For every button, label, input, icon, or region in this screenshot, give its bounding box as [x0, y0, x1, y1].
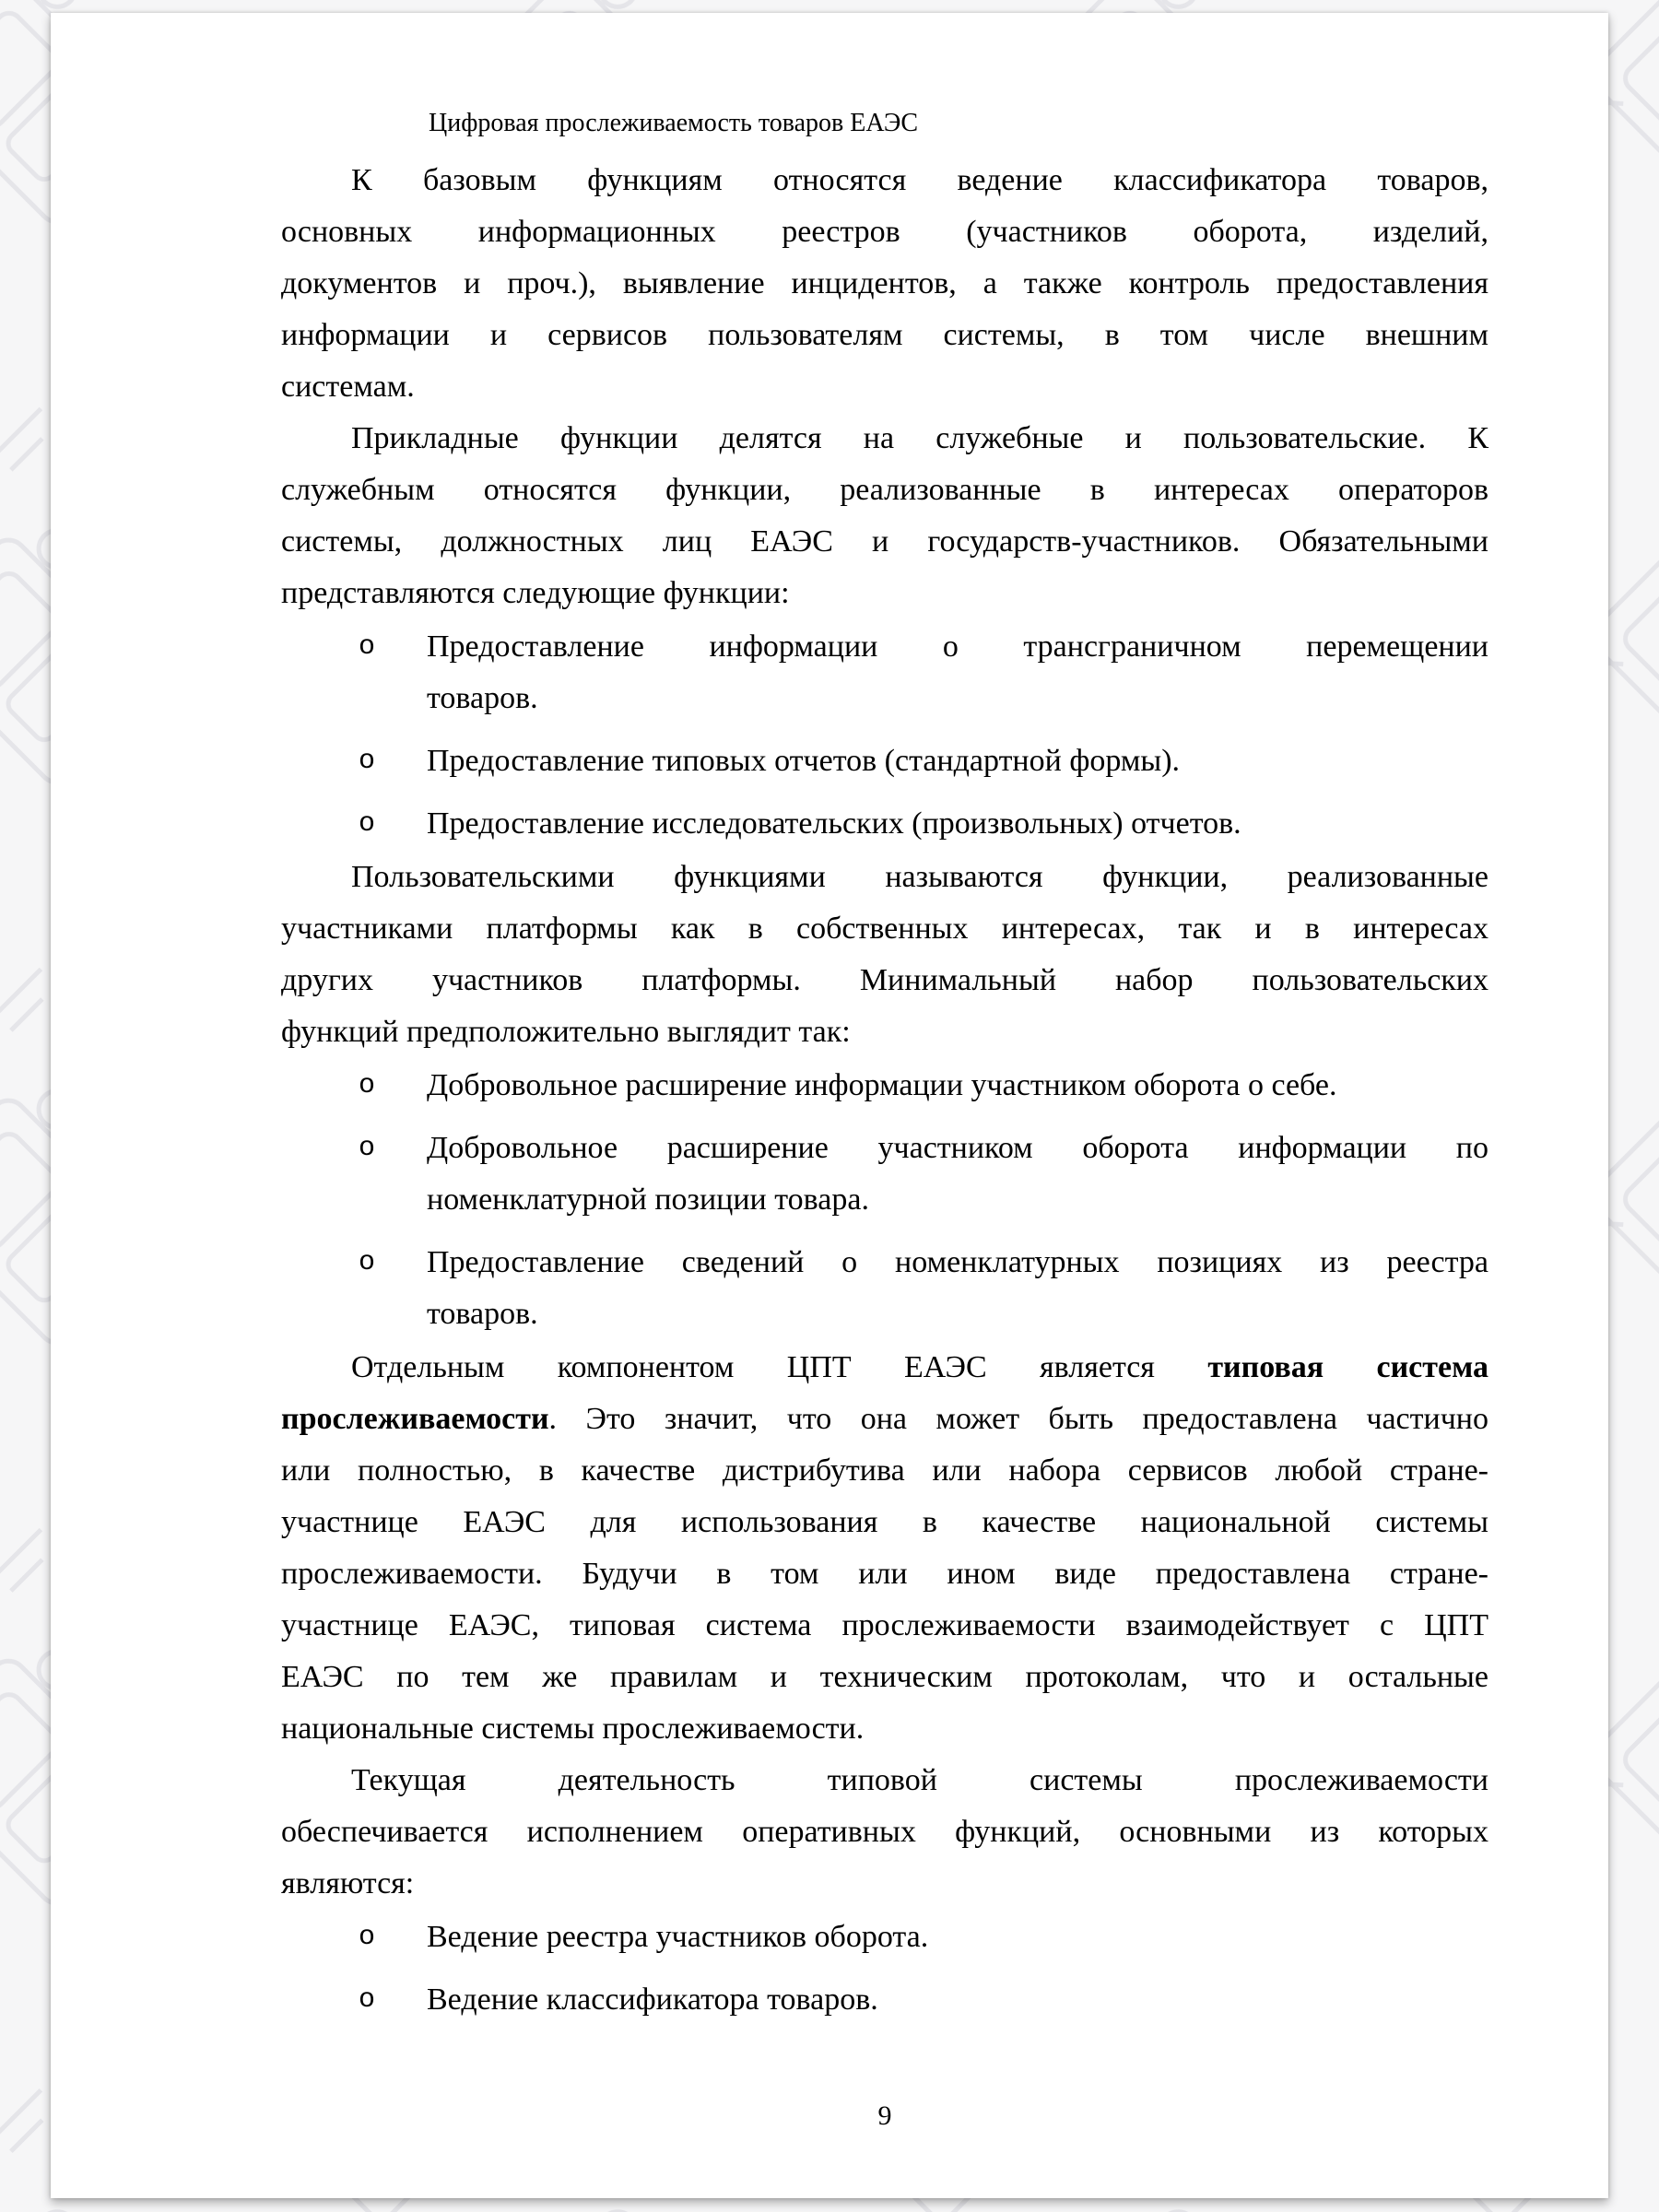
text-segment: системы, должностных лиц ЕАЭС и государств-участников. Обязательными	[281, 524, 1488, 559]
list-item	[281, 1912, 1488, 1963]
paragraph	[281, 1342, 1488, 1755]
text-segment: Ведение классификатора товаров.	[427, 1983, 878, 2017]
text-segment: . Это значит, что она может быть предоставлена частично	[548, 1402, 1488, 1436]
bullet-marker: o	[359, 1133, 376, 1164]
bullet-marker: o	[359, 1984, 376, 2016]
text-line	[281, 955, 1488, 1006]
list-item	[281, 621, 1488, 724]
text-line	[281, 310, 1488, 361]
text-line	[281, 1497, 1488, 1548]
text-line	[281, 1394, 1488, 1445]
list-item	[281, 798, 1488, 850]
text-segment: Предоставление сведений о номенклатурных позициях из реестра	[427, 1245, 1488, 1279]
text-line	[427, 673, 1488, 724]
text-line	[281, 206, 1488, 258]
bold-text-segment: прослеживаемости	[281, 1402, 549, 1436]
text-segment: Пользовательскими функциями называются функции, реализованные	[351, 860, 1488, 894]
text-line	[281, 568, 1488, 619]
text-line	[427, 735, 1488, 787]
text-segment: представляются следующие функции:	[281, 576, 790, 610]
page-inner	[51, 13, 1608, 2026]
text-line	[281, 1806, 1488, 1858]
text-line	[281, 1342, 1488, 1394]
text-segment: Добровольное расширение участником оборота информации по	[427, 1131, 1488, 1165]
text-line	[427, 798, 1488, 850]
text-line	[281, 852, 1488, 903]
text-segment: К базовым функциям относятся ведение классификатора товаров,	[351, 163, 1488, 197]
text-segment: документов и проч.), выявление инцидентов, а также контроль предоставления	[281, 266, 1488, 300]
text-line	[281, 1652, 1488, 1703]
bold-text-segment: типовая система	[1207, 1350, 1488, 1384]
text-segment: обеспечивается исполнением оперативных функций, основными из которых	[281, 1815, 1488, 1849]
text-line	[281, 1006, 1488, 1058]
text-segment: основных информационных реестров (участников оборота, изделий,	[281, 215, 1488, 249]
bullet-list	[281, 621, 1488, 850]
page-number: 9	[877, 2100, 892, 2131]
bullet-marker: o	[359, 746, 376, 777]
text-segment: Предоставление информации о трансграничном перемещении	[427, 629, 1488, 664]
text-segment: Добровольное расширение информации участником оборота о себе.	[427, 1068, 1337, 1102]
bullet-list	[281, 1060, 1488, 1340]
text-line	[281, 516, 1488, 568]
bullet-marker: o	[359, 808, 376, 840]
text-segment: Ведение реестра участников оборота.	[427, 1920, 929, 1954]
bullet-marker: o	[359, 631, 376, 663]
text-line	[427, 1288, 1488, 1340]
running-header-text: Цифровая прослеживаемость товаров ЕАЭС	[429, 109, 919, 137]
paragraph	[281, 413, 1488, 619]
text-line	[427, 1912, 1488, 1963]
text-line	[281, 465, 1488, 516]
paragraph	[281, 155, 1488, 413]
paragraph	[281, 1755, 1488, 1910]
document-body	[281, 155, 1488, 2026]
text-segment: участнице ЕАЭС, типовая система прослеживаемости взаимодействует с ЦПТ	[281, 1608, 1488, 1642]
text-segment: национальные системы прослеживаемости.	[281, 1712, 865, 1746]
text-line	[281, 413, 1488, 465]
list-item	[281, 1060, 1488, 1112]
bullet-marker: o	[359, 1070, 376, 1101]
text-line	[427, 1060, 1488, 1112]
text-line	[427, 1123, 1488, 1174]
text-segment: товаров.	[427, 1297, 538, 1331]
text-line	[281, 155, 1488, 206]
text-segment: Предоставление типовых отчетов (стандартной формы).	[427, 744, 1181, 778]
text-segment: Текущая деятельность типовой системы прослеживаемости	[351, 1763, 1488, 1797]
text-segment: участниками платформы как в собственных интересах, так и в интересах	[281, 912, 1488, 946]
running-header	[429, 105, 1488, 142]
list-item	[281, 1974, 1488, 2026]
text-segment: или полностью, в качестве дистрибутива или набора сервисов любой стране-	[281, 1453, 1488, 1488]
text-line	[281, 903, 1488, 955]
text-line	[427, 1174, 1488, 1226]
text-segment: номенклатурной позиции товара.	[427, 1182, 869, 1217]
text-segment: Прикладные функции делятся на служебные и пользовательские. К	[351, 421, 1488, 455]
text-segment: служебным относятся функции, реализованные в интересах операторов	[281, 473, 1488, 507]
document-page	[51, 13, 1608, 2198]
text-segment: системам.	[281, 370, 415, 404]
text-line	[427, 1237, 1488, 1288]
text-line	[427, 1974, 1488, 2026]
text-segment: прослеживаемости. Будучи в том или ином виде предоставлена стране-	[281, 1557, 1488, 1591]
text-line	[427, 621, 1488, 673]
text-line	[281, 258, 1488, 310]
list-item	[281, 1237, 1488, 1340]
text-segment: участнице ЕАЭС для использования в качестве национальной системы	[281, 1505, 1488, 1539]
text-segment: товаров.	[427, 681, 538, 715]
text-segment: Отдельным компонентом ЦПТ ЕАЭС является	[351, 1350, 1208, 1384]
text-line	[281, 1548, 1488, 1600]
text-segment: функций предположительно выглядит так:	[281, 1015, 851, 1049]
paragraph	[281, 852, 1488, 1058]
text-segment: других участников платформы. Минимальный набор пользовательских	[281, 963, 1488, 997]
text-line	[281, 1445, 1488, 1497]
text-line	[281, 1858, 1488, 1910]
bullet-list	[281, 1912, 1488, 2026]
text-segment: ЕАЭС по тем же правилам и техническим протоколам, что и остальные	[281, 1660, 1488, 1694]
text-segment: информации и сервисов пользователям системы, в том числе внешним	[281, 318, 1488, 352]
text-segment: Предоставление исследовательских (произвольных) отчетов.	[427, 806, 1241, 841]
text-segment: являются:	[281, 1866, 415, 1900]
text-line	[281, 1600, 1488, 1652]
list-item	[281, 1123, 1488, 1226]
text-line	[281, 1703, 1488, 1755]
text-line	[281, 1755, 1488, 1806]
list-item	[281, 735, 1488, 787]
bullet-marker: o	[359, 1922, 376, 1953]
bullet-marker: o	[359, 1247, 376, 1278]
text-line	[281, 361, 1488, 413]
